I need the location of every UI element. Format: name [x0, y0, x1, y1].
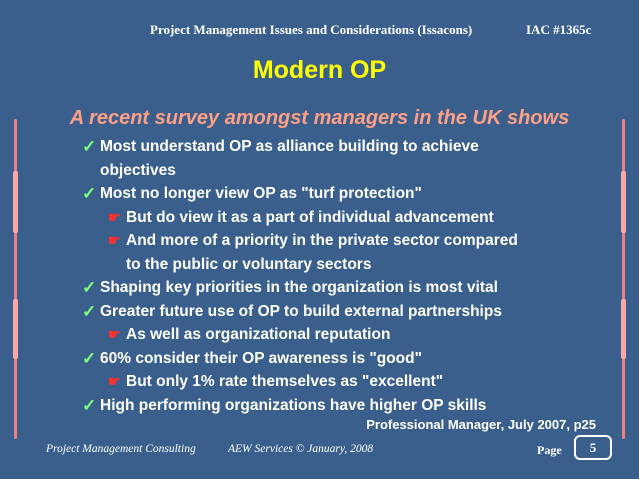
bullet-text: objectives [100, 161, 176, 179]
slide-header [0, 22, 639, 42]
bullet-item [82, 229, 602, 253]
check-icon: ✓ [82, 395, 97, 415]
source-citation: Professional Manager, July 2007, p25 [366, 417, 596, 432]
bullet-item [82, 300, 602, 324]
check-icon: ✓ [82, 278, 97, 297]
footer-company: Project Management Consulting [46, 443, 196, 455]
check-icon: ✓ [82, 137, 97, 156]
right-decor-segment [621, 171, 626, 233]
bullet-text: Shaping key priorities in the organization is most vital [100, 279, 498, 296]
bullet-item [82, 253, 602, 277]
bullet-item [82, 135, 602, 159]
pointing-hand-icon: ☛ [108, 232, 121, 248]
pointing-hand-icon: ☛ [108, 373, 121, 389]
bullet-item [82, 394, 602, 418]
check-icon: ✓ [82, 301, 97, 321]
page-number-box: 5 [574, 435, 612, 460]
bullet-text: 60% consider their OP awareness is "good" [100, 349, 422, 367]
left-decor-bar [14, 119, 17, 439]
bullet-item [82, 276, 602, 300]
check-icon: ✓ [82, 184, 97, 203]
bullet-text: Most understand OP as alliance building to achieve [100, 138, 479, 155]
bullet-text: High performing organizations have higher OP skills [100, 396, 487, 414]
slide-subtitle: A recent survey amongst managers in the UK shows [69, 107, 570, 129]
pointing-hand-icon: ☛ [108, 326, 121, 342]
bullet-text: Greater future use of OP to build external partnerships [100, 302, 502, 320]
bullet-text: But do view it as a part of individual advancement [126, 208, 494, 226]
right-decor-segment [621, 299, 626, 359]
right-decor-bar [622, 119, 625, 439]
slide-title: Modern OP [252, 56, 387, 84]
left-decor-segment [13, 171, 18, 233]
header-doc-id: IAC #1365c [526, 22, 592, 37]
footer-copyright: AEW Services © January, 2008 [228, 443, 374, 455]
header-title: Project Management Issues and Considerations (Issacons) [150, 22, 473, 37]
bullet-item [82, 182, 602, 206]
bullet-list [82, 135, 602, 417]
bullet-text: As well as organizational reputation [126, 326, 391, 343]
bullet-text: But only 1% rate themselves as "excellent" [126, 373, 444, 390]
bullet-item [82, 206, 602, 230]
bullet-text: And more of a priority in the private sector compared [126, 232, 518, 249]
left-decor-segment [13, 299, 18, 359]
pointing-hand-icon: ☛ [108, 208, 121, 225]
bullet-item [82, 370, 602, 394]
bullet-item [82, 159, 602, 183]
bullet-text: to the public or voluntary sectors [126, 255, 372, 273]
bullet-text: Most no longer view OP as "turf protection" [100, 185, 422, 202]
check-icon: ✓ [82, 348, 97, 368]
page-label: Page [537, 443, 562, 457]
bullet-item [82, 347, 602, 371]
bullet-item [82, 323, 602, 347]
